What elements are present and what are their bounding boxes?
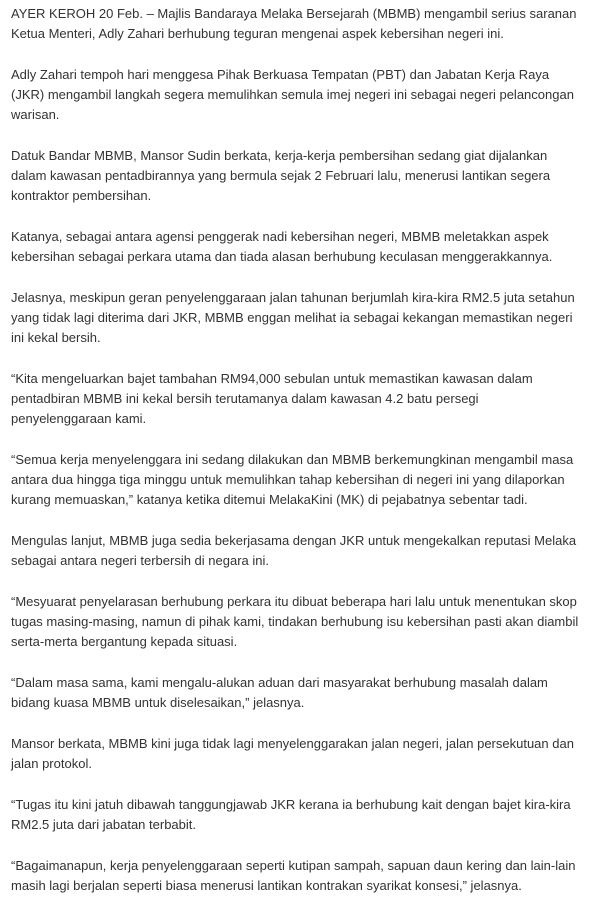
article-paragraph-quote: “Bagaimanapun, kerja penyelenggaraan seperti kutipan sampah, sapuan daun kering dan lain-lain masih lagi berjalan seperti biasa menerusi lantikan kontrakan syarikat konsesi,” jelasnya. bbox=[11, 858, 576, 893]
article-paragraph: Katanya, sebagai antara agensi penggerak nadi kebersihan negeri, MBMB meletakkan aspek kebersihan sebagai perkara utama dan tiada alasan berhubung keculasan menggerakkannya. bbox=[11, 229, 553, 264]
article-paragraph: Jelasnya, meskipun geran penyelenggaraan jalan tahunan berjumlah kira-kira RM2.5 juta setahun yang tidak lagi diterima dari JKR, MBMB enggan melihat ia sebagai kekangan memastikan negeri ini kekal bersih. bbox=[11, 290, 575, 345]
article-paragraph-quote: “Tugas itu kini jatuh dibawah tanggungjawab JKR kerana ia berhubung kait dengan bajet kira-kira RM2.5 juta dari jabatan terbabit. bbox=[11, 797, 571, 832]
article-paragraph-dateline: AYER KEROH 20 Feb. – Majlis Bandaraya Melaka Bersejarah (MBMB) mengambil serius saranan Ketua Menteri, Adly Zahari berhubung teguran mengenai aspek kebersihan negeri ini. bbox=[11, 6, 577, 41]
article-paragraph-quote: “Semua kerja menyelenggara ini sedang dilakukan dan MBMB berkemungkinan mengambil masa antara dua hingga tiga minggu untuk memulihkan tahap kebersihan di negeri ini yang dilaporkan kurang memuaskan,” katanya ketika ditemui MelakaKini (MK) di pejabatnya sebentar tadi. bbox=[11, 452, 574, 507]
article-paragraph-quote: “Kita mengeluarkan bajet tambahan RM94,000 sebulan untuk memastikan kawasan dalam pentadbiran MBMB ini kekal bersih terutamanya dalam kawasan 4.2 batu persegi penyelenggaraan kami. bbox=[11, 371, 533, 426]
article-paragraph: Mansor berkata, MBMB kini juga tidak lagi menyelenggarakan jalan negeri, jalan persekutuan dan jalan protokol. bbox=[11, 736, 574, 771]
article-paragraph: Datuk Bandar MBMB, Mansor Sudin berkata, kerja-kerja pembersihan sedang giat dijalankan dalam kawasan pentadbirannya yang bermula sejak 2 Februari lalu, menerusi lantikan segera kontraktor pembersihan. bbox=[11, 148, 551, 203]
article-paragraph: Mengulas lanjut, MBMB juga sedia bekerjasama dengan JKR untuk mengekalkan reputasi Melaka sebagai antara negeri terbersih di negara ini. bbox=[11, 533, 577, 568]
article-paragraph-quote: “Dalam masa sama, kami mengalu-alukan aduan dari masyarakat berhubung masalah dalam bidang kuasa MBMB untuk diselesaikan,” jelasnya. bbox=[11, 675, 548, 710]
article-paragraph-quote: “Mesyuarat penyelarasan berhubung perkara itu dibuat beberapa hari lalu untuk menentukan skop tugas masing-masing, namun di pihak kami, tindakan berhubung isu kebersihan pasti akan diambil serta-merta bergantung kepada situasi. bbox=[11, 594, 579, 649]
article-paragraph: Adly Zahari tempoh hari menggesa Pihak Berkuasa Tempatan (PBT) dan Jabatan Kerja Raya (JKR) mengambil langkah segera memulihkan semula imej negeri ini sebagai negeri pelancongan warisan. bbox=[11, 67, 574, 122]
